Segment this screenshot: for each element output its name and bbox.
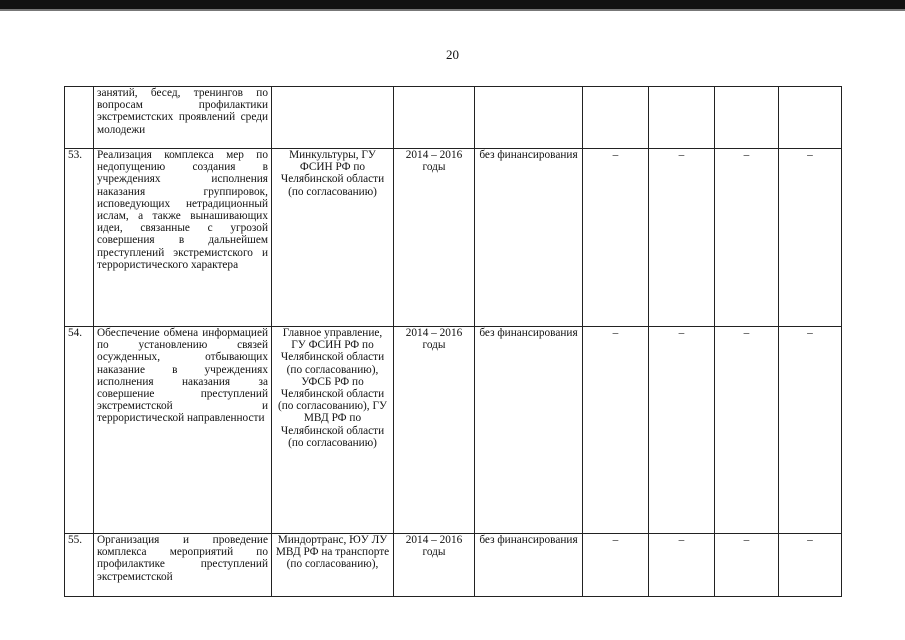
table-row [65,149,842,327]
measure-description: занятий, бесед, тренингов по вопросам профилактики экстремистских проявлений среди молодежи [94,87,272,149]
measure-description: Организация и проведение комплекса мероприятий по профилактике преступлений экстремистской [94,534,272,597]
amount-cell: – [649,327,715,534]
amount-cell: – [779,149,842,327]
executor-cell [272,87,394,149]
scan-top-border-edge [0,9,905,11]
amount-cell: – [715,327,779,534]
amount-cell [779,87,842,149]
period-cell: 2014 – 2016 годы [394,327,475,534]
executor-cell: Миндортранс, ЮУ ЛУ МВД РФ на транспорте (по согласованию), [272,534,394,597]
financing-cell [475,87,583,149]
amount-cell: – [779,534,842,597]
executor-cell: Главное управление, ГУ ФСИН РФ по Челябинской области (по согласованию), УФСБ РФ по Челябинской области (по согласованию), ГУ МВД РФ по Челябинской области (по согласованию) [272,327,394,534]
row-number: 55. [65,534,94,597]
financing-cell: без финансирования [475,149,583,327]
period-cell [394,87,475,149]
amount-cell [649,87,715,149]
measures-table [64,86,842,597]
amount-cell: – [583,327,649,534]
row-number [65,87,94,149]
amount-cell: – [715,149,779,327]
amount-cell: – [649,534,715,597]
row-number: 54. [65,327,94,534]
amount-cell: – [779,327,842,534]
table-row [65,327,842,534]
amount-cell: – [649,149,715,327]
financing-cell: без финансирования [475,534,583,597]
amount-cell: – [583,534,649,597]
amount-cell [583,87,649,149]
financing-cell: без финансирования [475,327,583,534]
period-cell: 2014 – 2016 годы [394,534,475,597]
table-row [65,534,842,597]
page-number: 20 [446,47,459,62]
amount-cell: – [583,149,649,327]
table-row [65,87,842,149]
period-cell: 2014 – 2016 годы [394,149,475,327]
executor-cell: Минкультуры, ГУ ФСИН РФ по Челябинской области (по согласованию) [272,149,394,327]
amount-cell: – [715,534,779,597]
measure-description: Реализация комплекса мер по недопущению создания в учреждениях исполнения наказания группировок, исповедующих нетрадиционный ислам, а также вынашивающих идеи, связанные с угрозой совершения в дальнейшем преступлений экстремистского и террористического характера [94,149,272,327]
scan-top-border [0,0,905,9]
measure-description: Обеспечение обмена информацией по установлению связей осужденных, отбывающих наказание в учреждениях исполнения наказания за совершение преступлений экстремистской и террористической направленности [94,327,272,534]
row-number: 53. [65,149,94,327]
amount-cell [715,87,779,149]
